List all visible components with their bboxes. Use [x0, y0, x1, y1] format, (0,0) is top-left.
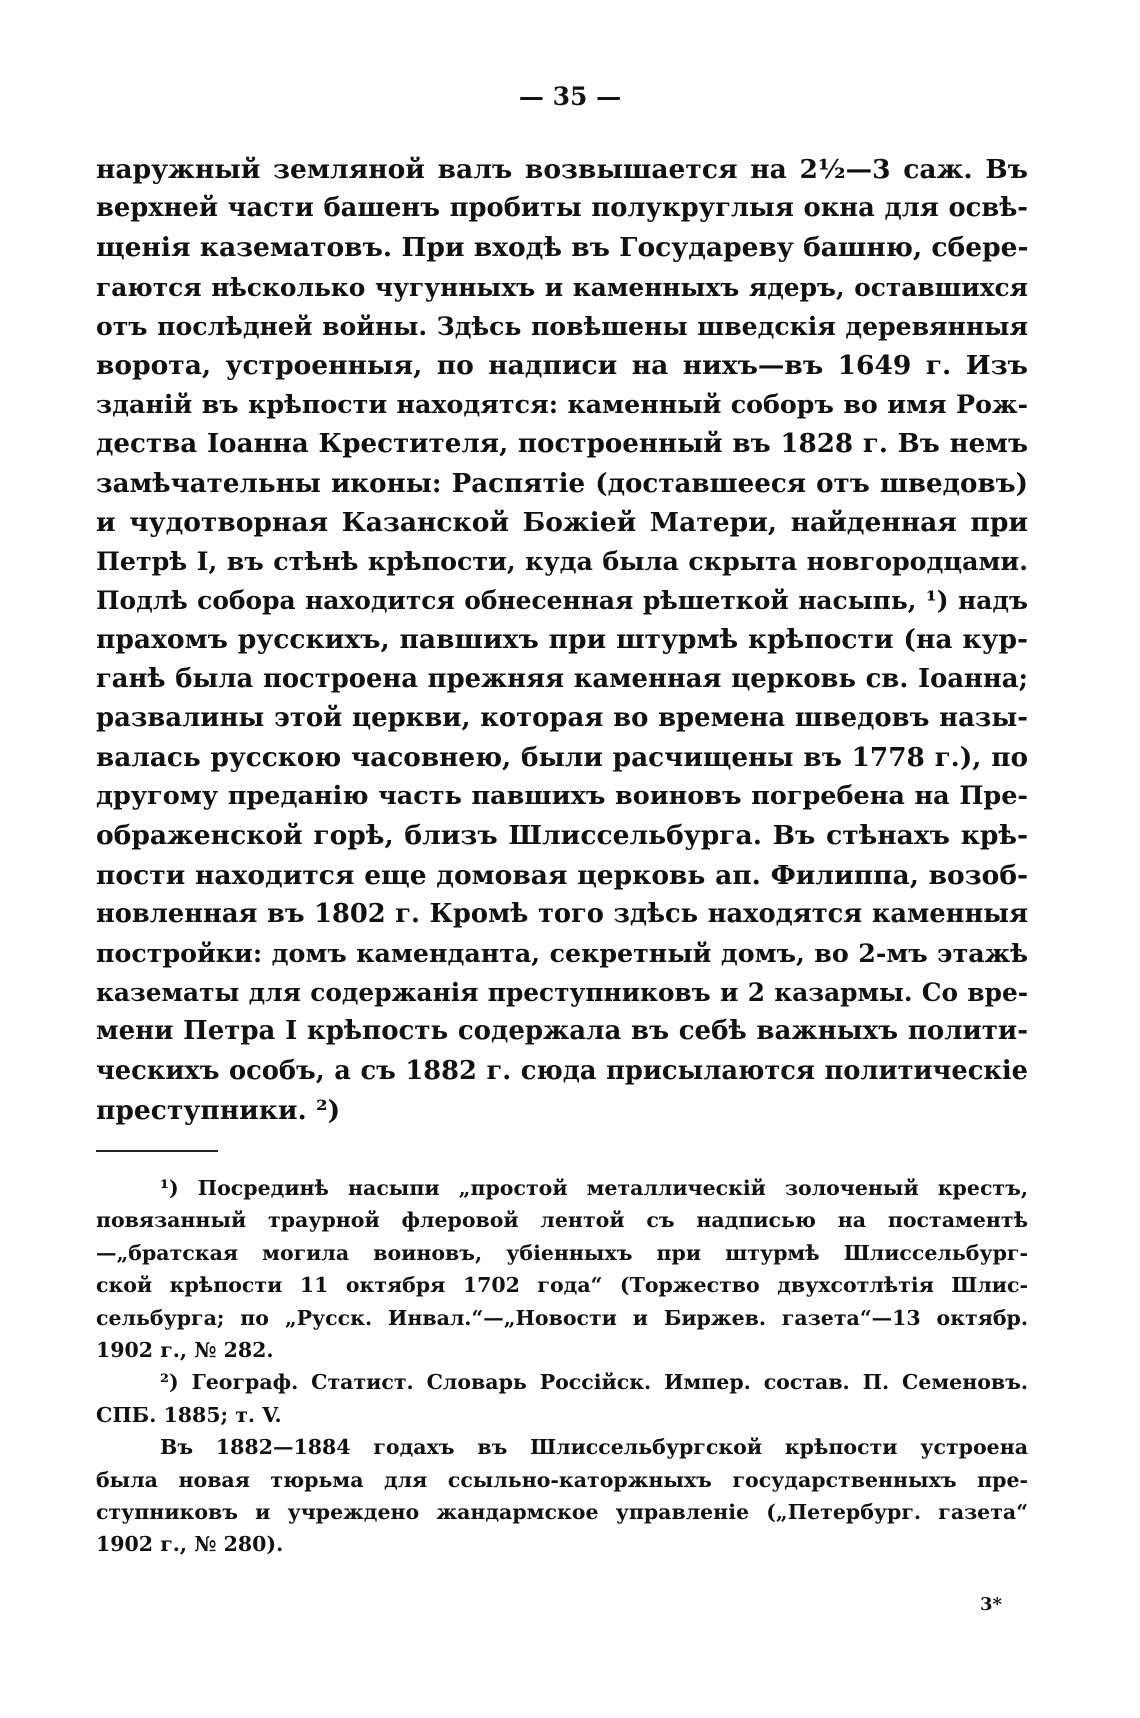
footnote-line: СПБ. 1885; т. V. — [96, 1402, 282, 1427]
footnote-divider — [96, 1150, 218, 1152]
text-line: Подлѣ собора находится обнесенная рѣшеткой насыпь, ¹) надъ — [96, 586, 1028, 616]
text-line: замѣчательны иконы: Распятіе (доставшееся отъ шведовъ) — [96, 467, 1028, 499]
text-line: развалины этой церкви, которая во времена шведовъ назы- — [96, 702, 1028, 733]
footnote-line: Въ 1882—1884 годахъ въ Шлиссельбургской крѣпости устроена — [160, 1435, 1028, 1460]
text-line: верхней части башенъ пробиты полукруглыя окна для освѣ- — [96, 193, 1028, 224]
text-line: дества Іоанна Крестителя, построенный въ 1828 г. Въ немъ — [96, 428, 1028, 460]
text-line: ческихъ особъ, а съ 1882 г. сюда присылаются политическіе — [96, 1055, 1028, 1086]
printer-signature-mark: 3* — [980, 1594, 1002, 1615]
text-line: мени Петра I крѣпость содержала въ себѣ важныхъ полити- — [96, 1016, 1028, 1047]
footnote-line: ступниковъ и учреждено жандармское управленіе („Петербург. газета“ — [96, 1500, 1028, 1525]
footnote-line: повязанный траурной флеровой лентой съ надписью на постаментѣ — [96, 1208, 1028, 1233]
text-line: отъ послѣдней войны. Здѣсь повѣшены шведскія деревянныя — [96, 310, 1028, 341]
text-line: наружный земляной валъ возвышается на 2½—3 саж. Въ — [96, 154, 1028, 185]
footnote-line: 1902 г., № 282. — [96, 1338, 274, 1363]
footnote-line: 1902 г., № 280). — [96, 1532, 284, 1557]
text-line: зданій въ крѣпости находятся: каменный соборъ во имя Рож- — [96, 389, 1028, 420]
footnote-line: сельбурга; по „Русск. Инвал.“—„Новости и Биржев. газета“—13 октябр. — [96, 1305, 1028, 1330]
footnote-line: была новая тюрьма для ссыльно-каторжныхъ государственныхъ пре- — [96, 1467, 1028, 1492]
footnote-line: ¹) Посрединѣ насыпи „простой металлическій золоченый крестъ, — [160, 1176, 1028, 1200]
text-line: постройки: домъ камендантa, секретный домъ, во 2-мъ этажѣ — [96, 938, 1028, 969]
text-line: другому преданію часть павшихъ воиновъ погребена на Пре- — [96, 781, 1028, 812]
footnote-line: —„братская могила воиновъ, убіенныхъ при штурмѣ Шлиссельбург- — [96, 1240, 1028, 1265]
text-line: ворота, устроенныя, по надписи на нихъ—въ 1649 г. Изъ — [96, 350, 1028, 382]
text-line: щенія казематовъ. При входѣ въ Государеву башню, сбере- — [96, 232, 1029, 264]
footnote-line: ской крѣпости 11 октября 1702 года“ (Торжество двухсотлѣтія Шлис- — [96, 1273, 1028, 1298]
text-line: и чудотворная Казанской Божіей Матери, найденная при — [96, 506, 1028, 538]
text-line: валась русскою часовнею, были расчищены въ 1778 г.), по — [96, 742, 1028, 774]
text-line: гаются нѣсколько чугунныхъ и каменныхъ ядеръ, оставшихся — [96, 272, 1028, 302]
text-line: прахомъ русскихъ, павшихъ при штурмѣ крѣпости (на кур- — [96, 624, 1028, 656]
footnotes — [96, 1172, 1028, 1561]
text-line: ображенской горѣ, близъ Шлиссельбурга. Въ стѣнахъ крѣ- — [96, 820, 1028, 852]
text-line: преступники. ²) — [96, 1094, 341, 1126]
page-number: — 35 — — [518, 82, 622, 111]
main-text — [96, 150, 1028, 1130]
text-line: Петрѣ I, въ стѣнѣ крѣпости, куда была скрыта новгородцами. — [96, 546, 1028, 577]
text-line: казематы для содержанія преступниковъ и 2 казармы. Со вре- — [96, 978, 1028, 1008]
footnote-line: ²) Географ. Статист. Словарь Россійск. Импер. состав. П. Семеновъ. — [160, 1370, 1028, 1395]
text-line: ганѣ была построена прежняя каменная церковь св. Іоанна; — [96, 663, 1028, 694]
text-line: пости находится еще домовая церковь ап. Филиппа, возоб- — [96, 859, 1028, 891]
text-line: новленная въ 1802 г. Кромѣ того здѣсь находятся каменныя — [96, 898, 1028, 929]
